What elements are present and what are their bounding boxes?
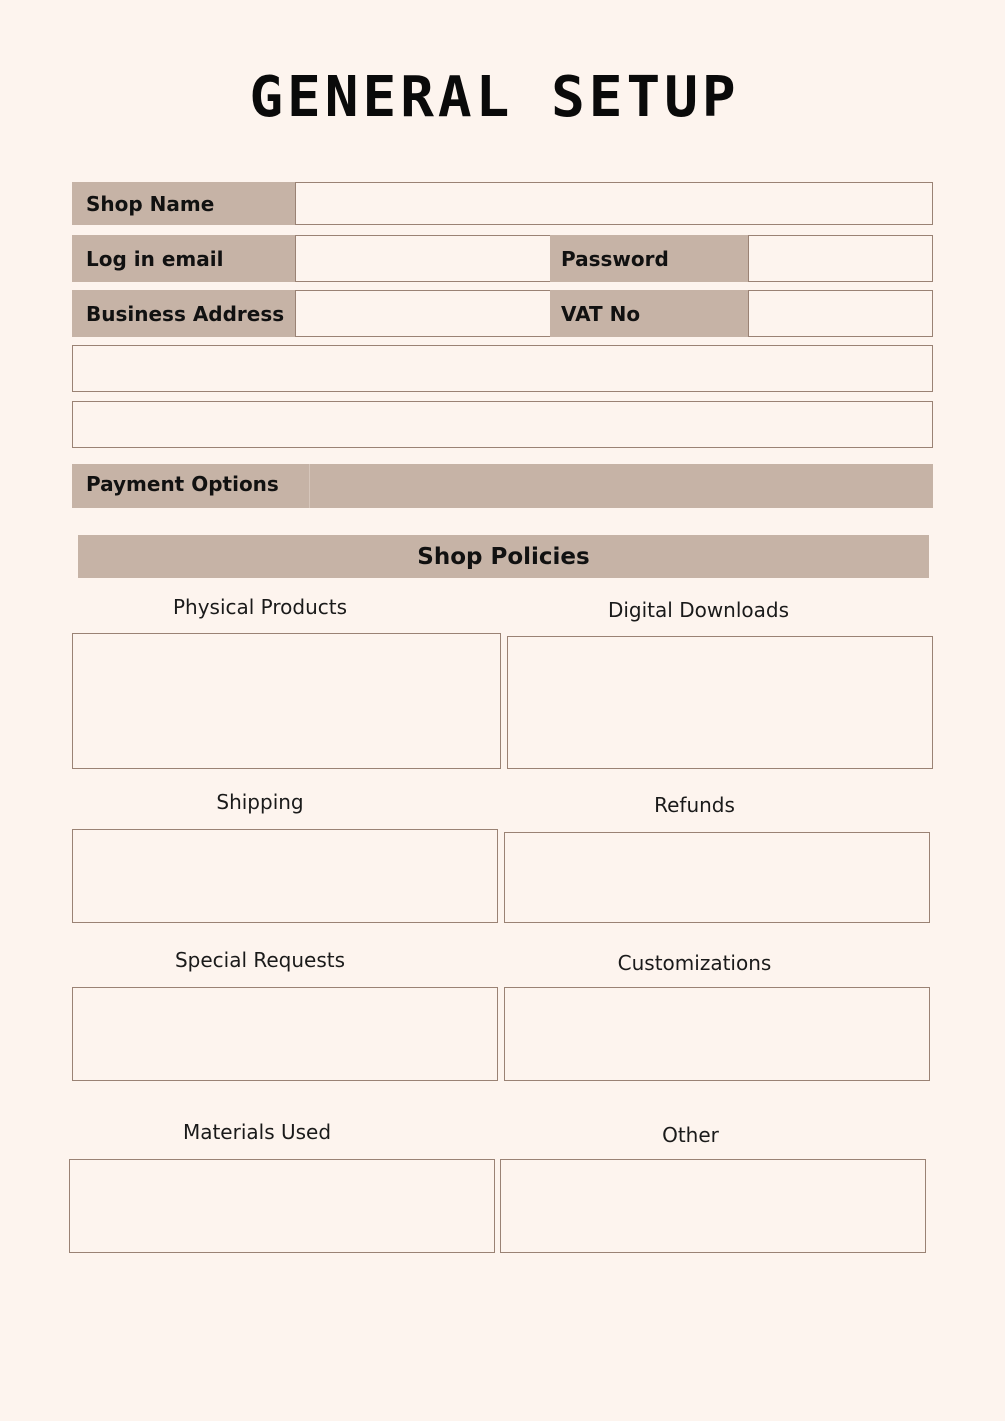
- shipping-label: Shipping: [216, 790, 304, 814]
- vat-no-label: VAT No: [550, 290, 749, 337]
- page-title: GENERAL SETUP: [249, 65, 740, 130]
- business-address-field[interactable]: [295, 290, 551, 337]
- digital-downloads-label: Digital Downloads: [607, 598, 790, 622]
- password-field[interactable]: [748, 235, 933, 282]
- special-requests-label: Special Requests: [174, 948, 346, 972]
- refunds-label: Refunds: [654, 793, 735, 817]
- shipping-box[interactable]: [72, 829, 498, 923]
- login-email-field[interactable]: [295, 235, 551, 282]
- address-line-3-field[interactable]: [72, 401, 933, 448]
- address-line-2-field[interactable]: [72, 345, 933, 392]
- shop-name-label: Shop Name: [72, 182, 296, 225]
- business-address-label: Business Address: [72, 290, 296, 337]
- other-label: Other: [662, 1123, 719, 1147]
- payment-options-label: Payment Options: [86, 472, 279, 496]
- customizations-label: Customizations: [617, 951, 772, 975]
- other-box[interactable]: [500, 1159, 926, 1253]
- customizations-box[interactable]: [504, 987, 930, 1081]
- payment-options-field[interactable]: [310, 464, 933, 508]
- materials-used-label: Materials Used: [182, 1120, 332, 1144]
- digital-downloads-box[interactable]: [507, 636, 933, 769]
- vat-no-field[interactable]: [748, 290, 933, 337]
- password-label: Password: [550, 235, 749, 282]
- shop-policies-heading: Shop Policies: [78, 535, 929, 578]
- materials-used-box[interactable]: [69, 1159, 495, 1253]
- login-email-label: Log in email: [72, 235, 296, 282]
- physical-products-label: Physical Products: [172, 595, 348, 619]
- physical-products-box[interactable]: [72, 633, 501, 769]
- refunds-box[interactable]: [504, 832, 930, 923]
- shop-name-field[interactable]: [295, 182, 933, 225]
- special-requests-box[interactable]: [72, 987, 498, 1081]
